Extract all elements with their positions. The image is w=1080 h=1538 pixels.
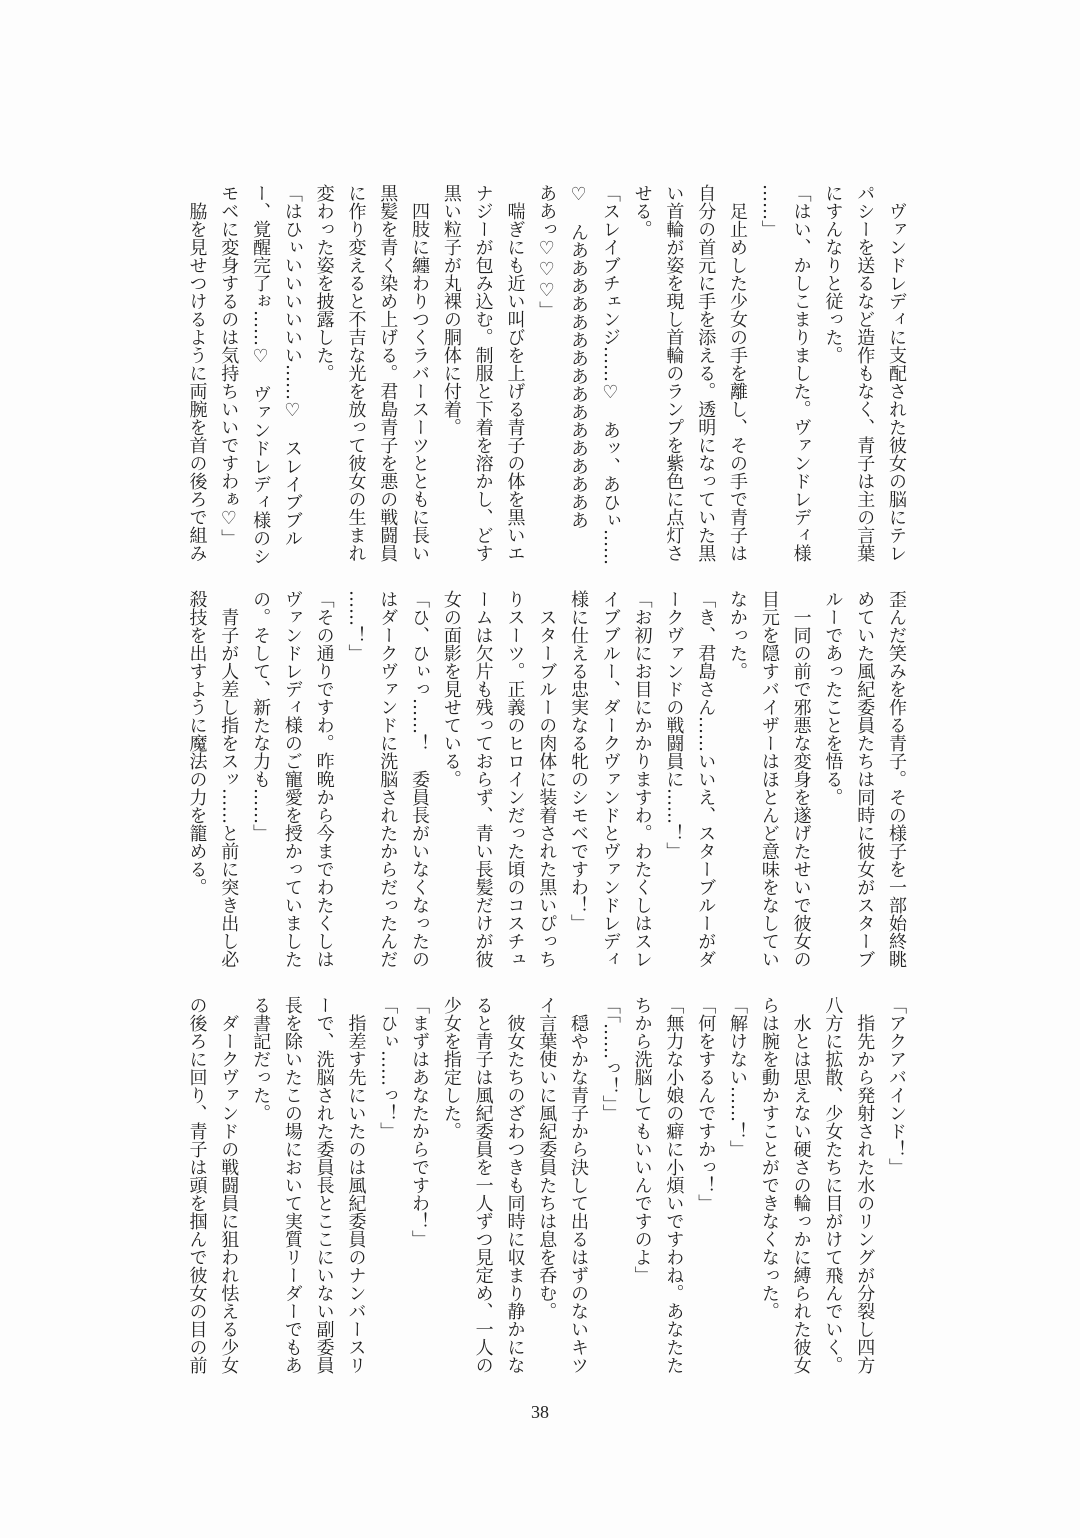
text-line: ークヴァンドの戦闘員に……！」 [663,590,685,860]
text-line: ると青子は風紀委員を一人ずつ見定め、一人の [472,996,494,1374]
text-line: 八方に拡散、少女たちに目がけて飛んでいく。 [822,996,844,1374]
text-line: ナジーが包み込む。制服と下着を溶かし、どす [472,184,494,562]
text-line: ♡ んああああああああああああああああ [568,184,590,529]
text-line: い首輪が姿を現し首輪のランプを紫色に点灯さ [663,184,685,562]
text-line: 水とは思えない硬さの輪っかに縛られた彼女 [790,996,812,1374]
text-line: スターブルーの肉体に装着された黒いぴっち [536,590,558,968]
text-block-bottom [180,996,912,1380]
text-block-middle [180,590,912,974]
text-line: 自分の首元に手を添える。透明になっていた黒 [695,184,717,562]
text-line: 青子が人差し指をスッ……と前に突き出し必 [218,590,240,968]
text-line: 指先から発射された水のリングが分裂し四方 [854,996,876,1374]
text-line: の。そして、新たな力も……」 [250,590,272,842]
text-line: 長を除いたこの場において実質リーダーでもあ [281,996,303,1374]
page-number: 38 [531,1402,549,1422]
text-line: 「はい、かしこまりました。ヴァンドレディ様 [790,184,812,562]
text-line: 「はひぃいいいいいい……♡ スレイブブル [281,184,303,547]
text-line: なかった。 [727,590,749,680]
text-line: 「ひぃ……っ！」 [377,996,399,1140]
text-line: はダークヴァンドに洗脳されたからだったんだ [377,590,399,968]
text-line: 「スレイブチェンジ……♡ あッ、あひぃ…… [599,184,621,565]
text-line: せる。 [631,184,653,238]
text-line: ちから洗脳してもいいんですのよ」 [631,996,653,1284]
text-line: モベに変身するのは気持ちいいですわぁ♡」 [218,184,240,547]
text-line: 「まずはあなたからですわ！」 [409,996,431,1248]
text-line: にすんなりと従った。 [822,184,844,364]
text-line: 黒髪を青く染め上げる。君島青子を悪の戦闘員 [377,184,399,562]
text-line: の後ろに回り、青子は頭を掴んで彼女の目の前 [186,996,208,1374]
text-line: 「その通りですわ。昨晩から今までわたくしは [313,590,335,968]
text-line: 黒い粒子が丸裸の胴体に付着。 [440,184,462,436]
text-line: イ言葉使いに風紀委員たちは息を呑む。 [536,996,558,1320]
text-line: 四肢に纏わりつくラバースーツとともに長い [409,184,431,562]
text-line: ー、覚醒完了ぉ……♡ ヴァンドレディ様のシ [250,184,272,565]
text-line: イブブルー、ダークヴァンドとヴァンドレディ [599,590,621,968]
text-block-top [180,184,912,568]
text-line: りスーツ。正義のヒロインだった頃のコスチュ [504,590,526,968]
text-line: 一同の前で邪悪な変身を遂げたせいで彼女の [790,590,812,968]
text-line: 足止めした少女の手を離し、その手で青子は [727,184,749,562]
text-line: 目元を隠すバイザーはほとんど意味をなしてい [758,590,780,968]
text-line: 「解けない……！」 [727,996,749,1158]
text-line: ……」 [758,184,780,238]
text-line: 「「……っ！」」 [599,996,621,1122]
text-line: 「何をするんですかっ！」 [695,996,717,1212]
text-line: ダークヴァンドの戦闘員に狙われ怯える少女 [218,996,240,1374]
text-line: 女の面影を見せている。 [440,590,462,788]
text-line: 変わった姿を披露した。 [313,184,335,382]
text-line: 「アクアバインド！」 [886,996,907,1176]
text-line: 殺技を出すように魔法の力を籠める。 [186,590,208,896]
text-line: 「お初にお目にかかりますわ。わたくしはスレ [631,590,653,968]
text-line: ヴァンドレディに支配された彼女の脳にテレ [886,184,907,562]
text-line: 「ひ、ひぃっ……！ 委員長がいなくなったの [409,590,431,968]
text-line: 穏やかな青子から決して出るはずのないキツ [568,996,590,1374]
text-line: パシーを送るなど造作もなく、青子は主の言葉 [854,184,876,562]
text-line: 彼女たちのざわつきも同時に収まり静かにな [504,996,526,1374]
text-line: ……！」 [345,590,367,662]
text-line: る書記だった。 [250,996,272,1122]
text-line: ームは欠片も残っておらず、青い長髪だけが彼 [472,590,494,968]
text-line: ーで、洗脳された委員長とここにいない副委員 [313,996,335,1374]
text-line: ああっ♡♡♡」 [536,184,558,319]
text-line: ヴァンドレディ様のご寵愛を授かっていました [281,590,303,968]
text-line: 少女を指定した。 [440,996,462,1140]
text-line: ルーであったことを悟る。 [822,590,844,806]
text-line: らは腕を動かすことができなくなった。 [758,996,780,1320]
text-line: に作り変えると不吉な光を放って彼女の生まれ [345,184,367,562]
text-line: 様に仕える忠実なる牝のシモベですわ！」 [568,590,590,932]
text-line: 喘ぎにも近い叫びを上げる青子の体を黒いエ [504,184,526,562]
text-line: 「無力な小娘の癖に小煩いですわね。あなたた [663,996,685,1374]
text-line: 「き、君島さん……いいえ、スターブルーがダ [695,590,717,968]
text-line: 歪んだ笑みを作る青子。その様子を一部始終眺 [886,590,907,968]
text-line: めていた風紀委員たちは同時に彼女がスターブ [854,590,876,968]
text-line: 脇を見せつけるように両腕を首の後ろで組み [186,184,208,562]
text-line: 指差す先にいたのは風紀委員のナンバースリ [345,996,367,1374]
